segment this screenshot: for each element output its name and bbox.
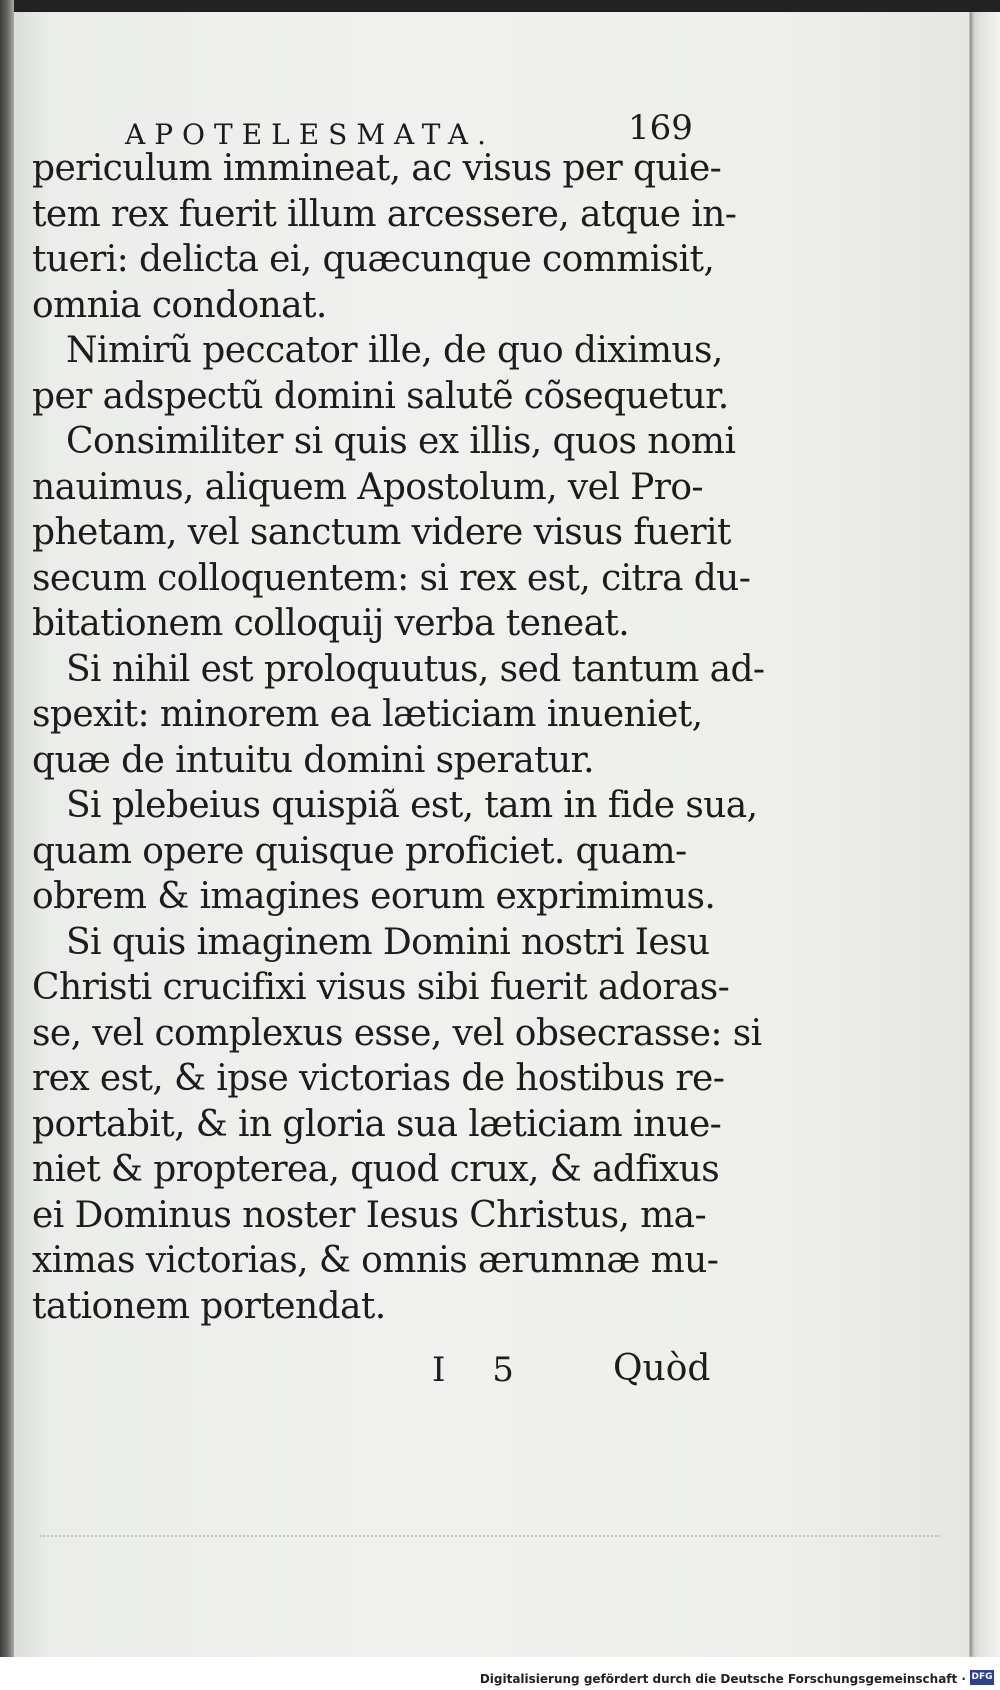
text-line: spexit: minorem ea læticiam inueniet, bbox=[32, 694, 703, 735]
catchword: Quòd bbox=[613, 1348, 711, 1389]
dfg-logo-icon: DFG bbox=[970, 1670, 994, 1685]
text-line: bitationem colloquij verba teneat. bbox=[32, 603, 630, 644]
digitization-credit: Digitalisierung gefördert durch die Deutsche Forschungsgemeinschaft · bbox=[479, 1672, 966, 1686]
text-line: periculum immineat, ac visus per quie- bbox=[32, 148, 722, 189]
text-line: tationem portendat. bbox=[32, 1285, 386, 1327]
text-line: Si nihil est proloquutus, sed tantum ad- bbox=[66, 648, 765, 690]
text-line: Si plebeius quispiã est, tam in fide sua, bbox=[66, 785, 758, 826]
text-line: obrem & imagines eorum exprimimus. bbox=[32, 876, 716, 917]
text-line: Consimiliter si quis ex illis, quos nomi bbox=[66, 421, 736, 462]
text-line: portabit, & in gloria sua læticiam inue- bbox=[32, 1103, 722, 1145]
text-line: ximas victorias, & omnis ærumnæ mu- bbox=[32, 1240, 719, 1281]
text-line: rex est, & ipse victorias de hostibus re- bbox=[32, 1058, 725, 1099]
signature-mark: I 5 bbox=[432, 1350, 532, 1390]
text-line: se, vel complexus esse, vel obsecrasse: si bbox=[32, 1012, 762, 1054]
text-line: secum colloquentem: si rex est, citra du- bbox=[32, 557, 751, 599]
text-line: niet & propterea, quod crux, & adfixus bbox=[32, 1149, 720, 1190]
book-binding bbox=[0, 0, 14, 1665]
text-line: phetam, vel sanctum videre visus fuerit bbox=[32, 512, 731, 553]
text-line: tueri: delicta ei, quæcunque commisit, bbox=[32, 239, 715, 280]
page-number: 169 bbox=[628, 108, 693, 148]
text-line: nauimus, aliquem Apostolum, vel Pro- bbox=[32, 466, 703, 508]
text-line: ei Dominus noster Iesus Christus, ma- bbox=[32, 1194, 707, 1236]
scan-right-edge bbox=[968, 12, 1000, 1662]
text-line: per adspectũ domini salutẽ cõsequetur. bbox=[32, 375, 729, 417]
text-line: Si quis imaginem Domini nostri Iesu bbox=[66, 921, 710, 963]
text-line: Christi crucifixi visus sibi fuerit adoras- bbox=[32, 967, 730, 1008]
text-line: Nimirũ peccator ille, de quo diximus, bbox=[66, 330, 723, 371]
text-line: quæ de intuitu domini speratur. bbox=[32, 739, 595, 781]
running-title: APOTELESMATA. bbox=[125, 118, 495, 151]
text-line: quam opere quisque proficiet. quam- bbox=[32, 830, 687, 872]
text-line: tem rex fuerit illum arcessere, atque in- bbox=[32, 193, 737, 235]
page-edge-dotted-line bbox=[40, 1535, 940, 1537]
page-body bbox=[32, 146, 765, 1329]
text-line: omnia condonat. bbox=[32, 284, 327, 326]
